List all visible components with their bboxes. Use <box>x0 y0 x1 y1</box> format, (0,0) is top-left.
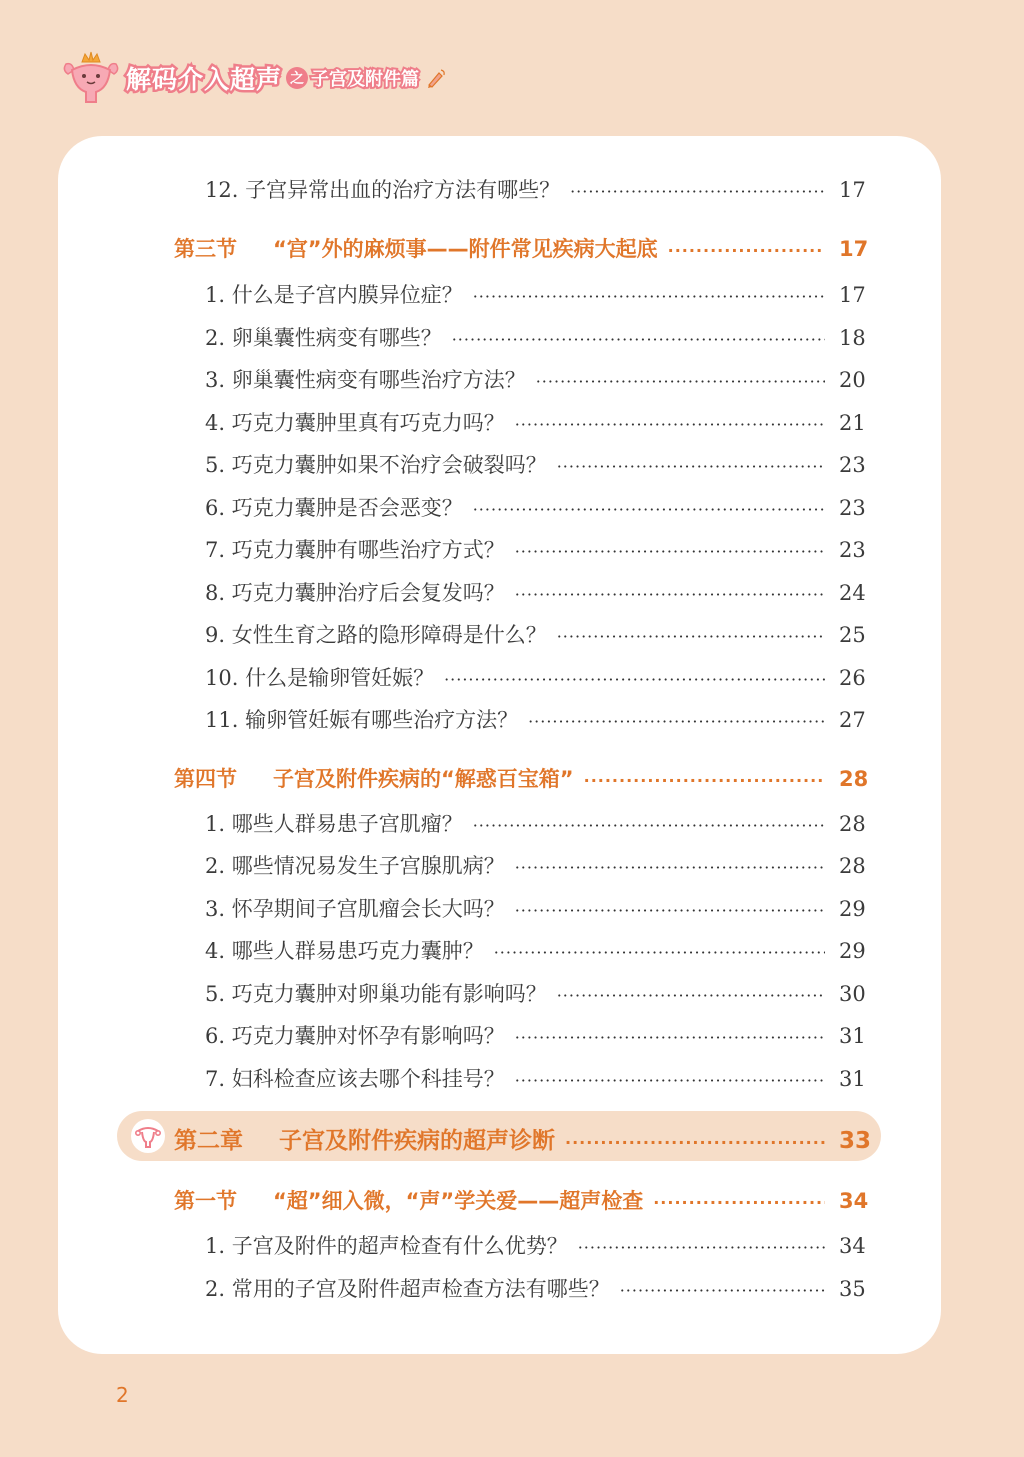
leader-dots <box>557 457 825 476</box>
toc-item[interactable] <box>205 1063 865 1093</box>
toc-item-page: 29 <box>839 897 866 921</box>
toc-item-title: 1. 哪些人群易患子宫肌瘤？ <box>205 812 463 836</box>
leader-dots <box>515 858 825 877</box>
toc-item-title: 6. 巧克力囊肿是否会恶变？ <box>205 496 463 520</box>
toc-item-title: 3. 怀孕期间子宫肌瘤会长大吗？ <box>205 897 505 921</box>
toc-item[interactable] <box>205 279 865 309</box>
toc-item[interactable] <box>205 978 865 1008</box>
toc-item-title: 7. 妇科检查应该去哪个科挂号？ <box>205 1067 505 1091</box>
toc-item-page: 20 <box>839 368 866 392</box>
toc-item[interactable] <box>205 1230 865 1260</box>
leader-dots <box>473 816 825 835</box>
toc-chapter-2[interactable] <box>174 1122 872 1155</box>
page-number: 2 <box>116 1383 129 1407</box>
section-title: 子宫及附件疾病的“解惑百宝箱” <box>273 767 574 791</box>
toc-item[interactable] <box>205 1273 865 1303</box>
toc-item[interactable] <box>205 619 865 649</box>
toc-item-title: 7. 巧克力囊肿有哪些治疗方式？ <box>205 538 505 562</box>
toc-item[interactable] <box>205 577 865 607</box>
toc-item-page: 17 <box>839 283 866 307</box>
toc-item[interactable] <box>205 407 865 437</box>
toc-item-page: 30 <box>839 982 866 1006</box>
leader-dots <box>557 627 825 646</box>
leader-dots <box>653 1193 825 1212</box>
toc-item-page: 23 <box>839 496 866 520</box>
leader-dots <box>620 1281 825 1300</box>
toc-item-title: 3. 卵巢囊性病变有哪些治疗方法？ <box>205 368 526 392</box>
leader-dots <box>515 585 825 604</box>
toc-item-title: 2. 卵巢囊性病变有哪些？ <box>205 326 442 350</box>
leader-dots <box>536 372 825 391</box>
toc-item-page: 18 <box>839 326 866 350</box>
toc-item[interactable] <box>205 662 865 692</box>
uterus-mascot-icon <box>58 48 124 108</box>
toc-item-page: 28 <box>839 812 866 836</box>
leader-dots <box>444 670 825 689</box>
toc-item-page: 29 <box>839 939 866 963</box>
chapter-page: 33 <box>839 1128 872 1154</box>
toc-item-page: 28 <box>839 854 866 878</box>
chapter-title: 子宫及附件疾病的超声诊断 <box>279 1128 555 1154</box>
section-number: 第四节 <box>174 767 237 791</box>
toc-item-page: 34 <box>839 1234 866 1258</box>
toc-item-title: 5. 巧克力囊肿对卵巢功能有影响吗？ <box>205 982 547 1006</box>
pen-icon <box>425 67 447 89</box>
toc-item-page: 21 <box>839 411 866 435</box>
leader-dots <box>515 1028 825 1047</box>
toc-item-title: 8. 巧克力囊肿治疗后会复发吗？ <box>205 581 505 605</box>
toc-card <box>58 136 941 1354</box>
toc-item-title: 2. 常用的子宫及附件超声检查方法有哪些？ <box>205 1277 610 1301</box>
toc-item-page: 27 <box>839 708 866 732</box>
leader-dots <box>515 1071 825 1090</box>
section-page: 17 <box>839 237 869 261</box>
uterus-icon <box>131 1119 165 1153</box>
toc-item[interactable] <box>205 850 865 880</box>
toc-item-title: 4. 哪些人群易患巧克力囊肿？ <box>205 939 484 963</box>
leader-dots <box>557 986 825 1005</box>
toc-item-page: 31 <box>839 1024 866 1048</box>
leader-dots <box>668 241 825 260</box>
toc-item[interactable] <box>205 704 865 734</box>
section-title: “超”细入微，“声”学关爱——超声检查 <box>273 1189 644 1213</box>
toc-item[interactable] <box>205 1020 865 1050</box>
toc-item-page: 23 <box>839 453 866 477</box>
toc-item-title: 2. 哪些情况易发生子宫腺肌病？ <box>205 854 505 878</box>
toc-item-title: 1. 什么是子宫内膜异位症？ <box>205 283 463 307</box>
toc-item-page: 31 <box>839 1067 866 1091</box>
toc-item-title: 12. 子宫异常出血的治疗方法有哪些？ <box>205 178 561 202</box>
toc-section-1[interactable] <box>174 1185 869 1215</box>
book-brand-header <box>58 48 447 108</box>
chapter-number: 第二章 <box>174 1128 243 1154</box>
toc-item[interactable] <box>205 174 865 204</box>
toc-item[interactable] <box>205 492 865 522</box>
leader-dots <box>515 542 825 561</box>
toc-item-page: 26 <box>839 666 866 690</box>
leader-dots <box>584 771 825 790</box>
toc-item[interactable] <box>205 808 865 838</box>
toc-item[interactable] <box>205 364 865 394</box>
toc-item-title: 9. 女性生育之路的隐形障碍是什么？ <box>205 623 547 647</box>
leader-dots <box>473 287 825 306</box>
toc-item[interactable] <box>205 449 865 479</box>
leader-dots <box>452 330 825 349</box>
section-page: 34 <box>839 1189 869 1213</box>
toc-item-page: 35 <box>839 1277 866 1301</box>
toc-section-4[interactable] <box>174 763 869 793</box>
toc-item[interactable] <box>205 935 865 965</box>
toc-item-title: 6. 巧克力囊肿对怀孕有影响吗？ <box>205 1024 505 1048</box>
leader-dots <box>473 500 825 519</box>
book-subtitle: 子宫及附件篇 <box>311 69 420 90</box>
leader-dots <box>565 1133 825 1152</box>
toc-item-page: 23 <box>839 538 866 562</box>
leader-dots <box>515 415 825 434</box>
leader-dots <box>570 182 825 201</box>
toc-item[interactable] <box>205 322 865 352</box>
toc-section-3[interactable] <box>174 233 869 263</box>
section-number: 第三节 <box>174 237 237 261</box>
toc-item-title: 5. 巧克力囊肿如果不治疗会破裂吗？ <box>205 453 547 477</box>
leader-dots <box>494 943 825 962</box>
leader-dots <box>578 1238 825 1257</box>
toc-item[interactable] <box>205 893 865 923</box>
toc-item-page: 17 <box>839 178 866 202</box>
toc-item-title: 10. 什么是输卵管妊娠？ <box>205 666 435 690</box>
toc-item[interactable] <box>205 534 865 564</box>
toc-item-title: 1. 子宫及附件的超声检查有什么优势？ <box>205 1234 568 1258</box>
section-page: 28 <box>839 767 869 791</box>
section-title: “宫”外的麻烦事——附件常见疾病大起底 <box>273 237 658 261</box>
section-number: 第一节 <box>174 1189 237 1213</box>
book-title: 解码介入超声 <box>126 65 283 94</box>
toc-item-page: 25 <box>839 623 866 647</box>
toc-item-page: 24 <box>839 581 866 605</box>
leader-dots <box>515 901 825 920</box>
toc-item-title: 11. 输卵管妊娠有哪些治疗方法？ <box>205 708 519 732</box>
title-connector: 之 <box>286 67 308 89</box>
leader-dots <box>528 712 825 731</box>
toc-item-title: 4. 巧克力囊肿里真有巧克力吗？ <box>205 411 505 435</box>
